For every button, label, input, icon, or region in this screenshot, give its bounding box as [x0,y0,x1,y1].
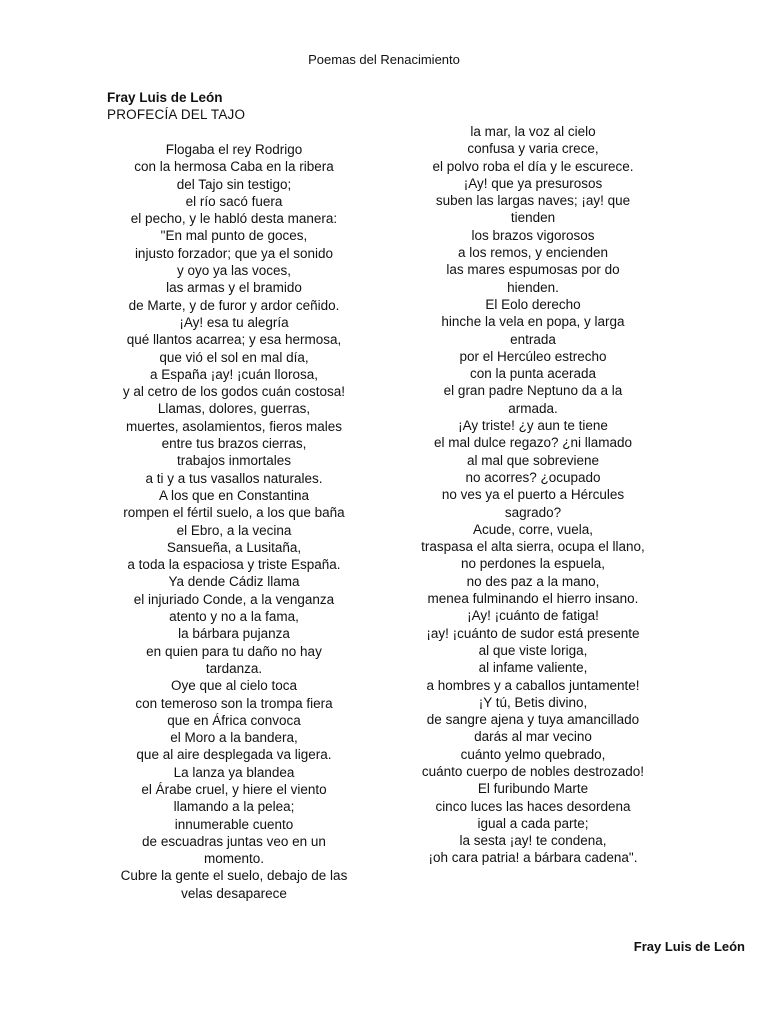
verse-line: con la hermosa Caba en la ribera [134,159,334,175]
verse-line: por el Hercúleo estrecho [459,348,607,364]
verse-line: "En mal punto de goces, [160,228,308,244]
verse-line: Acude, corre, vuela, [472,521,594,537]
verse-line: ¡Y tú, Betis divino, [478,694,588,710]
verse-line: cuánto yelmo quebrado, [460,746,606,762]
verse-line: momento. [203,851,265,867]
verse-line: hienden. [507,279,559,295]
verse-line: A los que en Constantina [158,487,310,503]
verse-line: Llamas, dolores, guerras, [157,401,311,417]
verse-line: darás al mar vecino [474,729,592,745]
verse-line: de Marte, y de furor y ardor ceñido. [128,297,340,313]
verse-line: hinche la vela en popa, y larga [441,314,625,330]
verse-line: Cubre la gente el suelo, debajo de las [120,868,348,884]
author-signature: Fray Luis de León [633,939,745,954]
verse-line: la bárbara pujanza [178,626,290,642]
verse-line: ¡Ay! ¡cuánto de fatiga! [467,608,599,624]
page-header: Poemas del Renacimiento [308,52,460,67]
verse-line: al mal que sobreviene [466,452,600,468]
verse-line: trabajos inmortales [176,453,292,469]
verse-line: no ves ya el puerto a Hércules [441,487,625,503]
poem-column-left [100,141,368,902]
verse-line: que vió el sol en mal día, [159,349,309,365]
verse-line: y al cetro de los godos cuán costosa! [122,384,346,400]
verse-line: injusto forzador; que ya el sonido [134,245,334,261]
verse-line: el río sacó fuera [185,193,283,209]
verse-line: cinco luces las haces desordena [435,798,631,814]
verse-line: confusa y varia crece, [467,141,599,157]
verse-line: Ya dende Cádiz llama [168,574,300,590]
verse-line: suben las largas naves; ¡ay! que [435,193,631,209]
verse-line: rompen el fértil suelo, a los que baña [123,505,345,521]
verse-line: velas desaparece [181,885,287,901]
verse-line: y oyo ya las voces, [176,263,292,279]
verse-line: no perdones la espuela, [460,556,606,572]
verse-line: atento y no a la fama, [169,609,299,625]
verse-line: a los remos, y encienden [457,245,609,261]
verse-line: con la punta acerada [469,366,597,382]
verse-line: no des paz a la mano, [466,573,600,589]
verse-line: a hombres y a caballos juntamente! [426,677,640,693]
verse-line: entre tus brazos cierras, [161,436,307,452]
verse-line: no acorres? ¿ocupado [465,469,601,485]
verse-line: las armas y el bramido [166,280,302,296]
verse-line: al que viste loriga, [478,642,588,658]
verse-line: qué llantos acarrea; y esa hermosa, [126,332,342,348]
verse-line: del Tajo sin testigo; [176,176,292,192]
verse-line: ¡Ay! esa tu alegría [179,314,289,330]
verse-line: de escuadras juntas veo en un [142,833,326,849]
verse-line: a España ¡ay! ¡cuán llorosa, [149,366,319,382]
verse-line: muertes, asolamientos, fieros males [125,418,343,434]
verse-line: armada. [508,400,558,416]
verse-line: igual a cada parte; [477,815,589,831]
verse-line: cuánto cuerpo de nobles destrozado! [421,763,645,779]
verse-line: las mares espumosas por do [446,262,620,278]
verse-line: tardanza. [205,660,263,676]
verse-line: que al aire desplegada va ligera. [136,747,332,763]
verse-line: a ti y a tus vasallos naturales. [145,470,323,486]
verse-line: el Ebro, a la vecina [176,522,292,538]
poem-column-right [402,123,664,867]
verse-line: ¡oh cara patria! a bárbara cadena". [428,850,638,866]
verse-line: Sansueña, a Lusitaña, [166,539,302,555]
verse-line: innumerable cuento [174,816,294,832]
verse-line: de sangre ajena y tuya amancillado [426,712,640,728]
verse-line: Oye que al cielo toca [170,678,298,694]
verse-line: la mar, la voz al cielo [470,124,596,139]
verse-line: La lanza ya blandea [173,764,295,780]
verse-line: El Eolo derecho [485,296,581,312]
verse-line: tienden [510,210,556,226]
verse-line: entrada [510,331,556,347]
verse-line: menea fulminando el hierro insano. [427,591,639,607]
verse-line: en quien para tu daño no hay [146,643,322,659]
verse-line: llamando a la pelea; [173,799,295,815]
verse-line: traspasa el alta sierra, ocupa el llano, [421,539,645,555]
verse-line: con temeroso son la trompa fiera [135,695,333,711]
verse-line: el mal dulce regazo? ¿ni llamado [433,435,633,451]
verse-line: ¡ay! ¡cuánto de sudor está presente [426,625,640,641]
verse-line: la sesta ¡ay! te condena, [459,833,607,849]
verse-line: ¡Ay triste! ¿y aun te tiene [458,418,608,434]
verse-line: El furibundo Marte [477,781,589,797]
verse-line: Flogaba el rey Rodrigo [165,142,303,157]
verse-line: el pecho, y le habló desta manera: [130,211,338,227]
verse-line: ¡Ay! que ya presurosos [463,175,603,191]
poem-title: PROFECÍA DEL TAJO [107,107,246,122]
verse-line: el Moro a la bandera, [170,730,298,746]
verse-line: el polvo roba el día y le escurece. [432,158,634,174]
verse-line: a toda la espaciosa y triste España. [127,557,341,573]
verse-line: que en África convoca [167,712,301,728]
author-name: Fray Luis de León [107,90,223,105]
verse-line: el Árabe cruel, y hiere el viento [141,781,327,797]
verse-line: el injuriado Conde, a la venganza [133,591,335,607]
verse-line: al infame valiente, [478,660,588,676]
verse-line: sagrado? [504,504,562,520]
verse-line: los brazos vigorosos [471,227,595,243]
verse-line: el gran padre Neptuno da a la [443,383,623,399]
